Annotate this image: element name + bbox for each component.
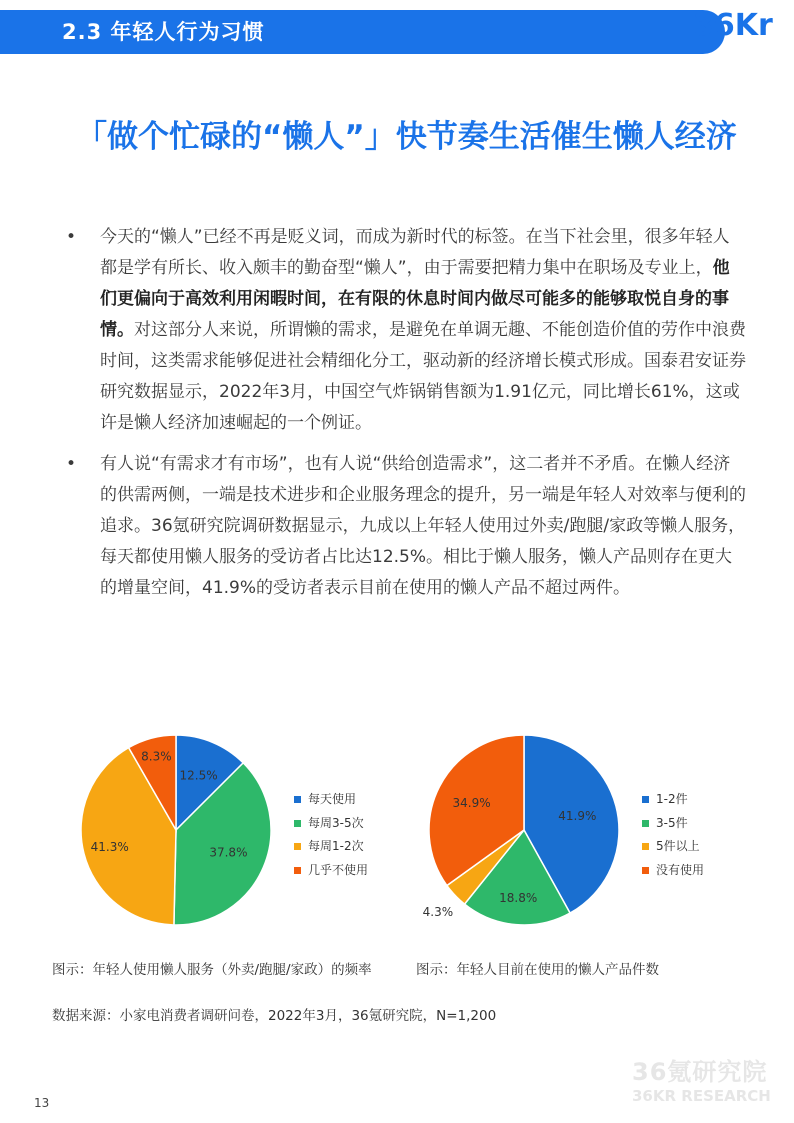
legend-swatch	[642, 867, 649, 874]
legend-item	[294, 788, 404, 812]
legend-product-count	[642, 788, 752, 882]
legend-item	[294, 812, 404, 836]
legend-label: 5件以上	[656, 839, 700, 853]
legend-swatch	[294, 843, 301, 850]
legend-item	[642, 788, 752, 812]
legend-label: 没有使用	[656, 862, 705, 877]
watermark	[632, 1058, 771, 1106]
legend-label: 每周1-2次	[308, 839, 364, 853]
legend-swatch	[642, 843, 649, 850]
paragraph-1: • 今天的“懒人”已经不再是贬义词，而成为新时代的标签。在当下社会里，很多年轻人都是学有所长、收入颇丰的勤奋型“懒人”，由于需要把精力集中在职场及专业上，他们更偏向于高效利用闲暇时间，在有限的休息时间内做尽可能多的能够取悦自身的事情。对这部分人来说，所谓懒的需求，是避免在单调无趣、不能创造价值的劳作中浪费时间，这类需求能够促进社会精细化分工，驱动新的经济增长模式形成。国泰君安证券研究数据显示，2022年3月，中国空气炸锅销售额为1.91亿元，同比增长61%，这或许是懒人经济加速崛起的一个例证。	[66, 222, 746, 439]
legend-label: 3-5件	[656, 815, 688, 830]
legend-swatch	[294, 867, 301, 874]
legend-item	[294, 859, 404, 883]
pie-label-2: 18.8%	[499, 891, 538, 906]
pie-label-2: 37.8%	[209, 845, 248, 860]
header-bar	[0, 10, 725, 54]
body-list	[66, 222, 746, 614]
pie-label-3: 4.3%	[422, 904, 454, 919]
legend-item	[642, 835, 752, 859]
legend-swatch	[294, 820, 301, 827]
data-source: 数据来源：小家电消费者调研问卷，2022年3月，36氪研究院，N=1,200	[52, 1008, 497, 1024]
brand-logo-text: 36Kr	[693, 8, 773, 43]
legend-label: 几乎不使用	[308, 862, 369, 877]
pie-label-4: 8.3%	[141, 749, 172, 764]
pie-chart-service-frequency	[66, 720, 286, 940]
caption-chart-2: 图示：年轻人目前在使用的懒人产品件数	[416, 962, 659, 978]
legend-item	[642, 859, 752, 883]
paragraph-2: • 有人说“有需求才有市场”，也有人说“供给创造需求”，这二者并不矛盾。在懒人经济的供需两侧，一端是技术进步和企业服务理念的提升，另一端是年轻人对效率与便利的追求。36氪研究院调研数据显示，九成以上年轻人使用过外卖/跑腿/家政等懒人服务，每天都使用懒人服务的受访者占比达12.5%。相比于懒人服务，懒人产品则存在更大的增量空间，41.9%的受访者表示目前在使用的懒人产品不超过两件。	[66, 449, 746, 604]
bullet: •	[66, 454, 77, 474]
legend-item	[642, 812, 752, 836]
legend-label: 每天使用	[308, 792, 357, 806]
legend-swatch	[294, 796, 301, 803]
watermark-sub: 36KR RESEARCH	[632, 1087, 771, 1105]
brand-logo	[693, 3, 793, 57]
pie-label-1: 12.5%	[179, 768, 218, 783]
page-number: 13	[34, 1096, 50, 1110]
page-title: 「做个忙碌的“懒人”」快节奏生活催生懒人经济	[76, 119, 737, 155]
pie-label-4: 34.9%	[452, 796, 491, 811]
legend-swatch	[642, 796, 649, 803]
legend-swatch	[642, 820, 649, 827]
watermark-main: 36氪研究院	[632, 1058, 768, 1086]
pie-chart-product-count	[414, 720, 634, 940]
legend-service-frequency	[294, 788, 404, 882]
legend-label: 1-2件	[656, 792, 688, 806]
section-title: 2.3 年轻人行为习惯	[62, 20, 265, 44]
pie-label-3: 41.3%	[90, 839, 129, 854]
bullet: •	[66, 227, 77, 247]
legend-label: 每周3-5次	[308, 815, 364, 830]
legend-item	[294, 835, 404, 859]
caption-chart-1: 图示：年轻人使用懒人服务（外卖/跑腿/家政）的频率	[52, 962, 372, 978]
pie-label-1: 41.9%	[558, 809, 597, 824]
